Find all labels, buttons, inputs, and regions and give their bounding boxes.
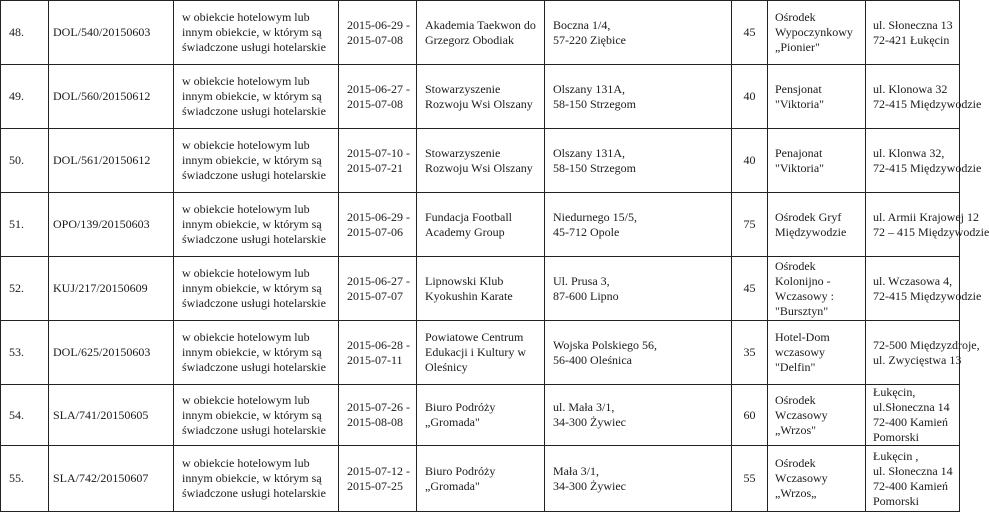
- facility-address: [866, 321, 980, 385]
- organizer-name: [417, 385, 545, 446]
- accommodation-type-line: w obiekcie hotelowym lub: [182, 138, 310, 152]
- accommodation-type-line: w obiekcie hotelowym lub: [182, 202, 310, 216]
- facility-name: [768, 257, 866, 321]
- date-range-line: 2015-08-08: [347, 415, 403, 429]
- accommodation-type-line: świadczone usługi hotelarskie: [182, 232, 326, 246]
- facility-name-line: Wczasowy: [775, 471, 828, 485]
- participant-count: 40: [732, 129, 768, 193]
- facility-name-line: Ośrodek Gryf: [775, 209, 842, 224]
- accommodation-type: [174, 65, 339, 129]
- date-range-line: 2015-06-28 -: [347, 337, 410, 352]
- facility-name: [768, 385, 866, 446]
- date-range-line: 2015-06-29 -: [347, 209, 410, 224]
- accommodation-type: [174, 321, 339, 385]
- facility-name-line: Ośrodek: [775, 10, 816, 24]
- row-number: 52.: [1, 257, 49, 321]
- accommodation-type: [174, 1, 339, 65]
- organizer-address: [545, 193, 732, 257]
- date-range-line: 2015-06-29 -: [347, 17, 410, 32]
- organizer-address: [545, 321, 732, 385]
- facility-name-line: „Wrzos„: [775, 486, 817, 500]
- facility-address-line: 72-415 Międzywodzie: [873, 288, 982, 303]
- date-range-line: 2015-07-07: [347, 288, 403, 303]
- table-row: [1, 385, 960, 446]
- facility-address-line: Łukęcin,: [873, 385, 916, 399]
- organizer-name-line: Edukacji i Kultury w: [425, 345, 526, 359]
- table-row: [1, 321, 960, 385]
- table-row: [1, 257, 960, 321]
- facility-address-line: ul. Wczasowa 4,: [873, 273, 953, 288]
- registration-code: DOL/540/20150603: [49, 1, 174, 65]
- facility-address-line: 72-500 Międzyzdroje,: [873, 337, 980, 352]
- table-row: [1, 129, 960, 193]
- organizer-address-line: 34-300 Żywiec: [553, 478, 626, 493]
- date-range-line: 2015-07-26 -: [347, 400, 410, 414]
- table-row: [1, 193, 960, 257]
- organizer-address-line: 45-712 Opole: [553, 224, 620, 239]
- accommodation-type-line: świadczone usługi hotelarskie: [182, 296, 326, 310]
- facility-address-line: 72-400 Kamień: [873, 478, 948, 493]
- facility-name-line: "Bursztyn": [775, 303, 829, 318]
- facility-address-line: ul.Słoneczna 14: [873, 400, 950, 414]
- table-row: [1, 65, 960, 129]
- facility-name: [768, 129, 866, 193]
- date-range: [339, 65, 417, 129]
- participant-count: 45: [732, 257, 768, 321]
- accommodation-type-line: świadczone usługi hotelarskie: [182, 40, 326, 54]
- date-range: [339, 446, 417, 512]
- organizer-address-line: Mała 3/1,: [553, 463, 599, 478]
- facility-name-line: wczasowy: [775, 345, 825, 359]
- facility-name-line: Hotel-Dom: [775, 330, 830, 344]
- row-number: 50.: [1, 129, 49, 193]
- registration-code: SLA/741/20150605: [49, 385, 174, 446]
- organizer-name: [417, 65, 545, 129]
- facility-address-line: ul. Słoneczna 14: [873, 463, 953, 478]
- facility-address-line: 72-400 Kamień: [873, 415, 948, 429]
- facility-address-line: ul. Klonowa 32: [873, 81, 948, 96]
- accommodation-type-line: innym obiekcie, w którym są: [182, 217, 322, 231]
- table-row: [1, 1, 960, 65]
- facility-name: [768, 446, 866, 512]
- organizer-name: [417, 257, 545, 321]
- organizer-name-line: Biuro Podróży: [425, 463, 496, 478]
- organizer-name-line: „Gromada": [425, 478, 480, 493]
- organizer-name: [417, 1, 545, 65]
- accommodation-type: [174, 446, 339, 512]
- facility-address-line: Pomorski: [873, 430, 920, 444]
- facility-name-line: "Delfin": [775, 360, 816, 374]
- accommodation-type: [174, 129, 339, 193]
- participant-count: 75: [732, 193, 768, 257]
- facility-address-line: Pomorski: [873, 493, 920, 508]
- date-range-line: 2015-07-21: [347, 160, 403, 175]
- organizer-name: [417, 129, 545, 193]
- registration-code: SLA/742/20150607: [49, 446, 174, 512]
- facility-address-line: 72-421 Łukęcin: [873, 32, 950, 47]
- registration-code: OPO/139/20150603: [49, 193, 174, 257]
- registration-code: DOL/625/20150603: [49, 321, 174, 385]
- organizer-name: [417, 193, 545, 257]
- organizer-address-line: Boczna 1/4,: [553, 17, 611, 32]
- organizer-address-line: Niedurnego 15/5,: [553, 209, 637, 224]
- accommodation-type-line: w obiekcie hotelowym lub: [182, 266, 310, 280]
- row-number: 53.: [1, 321, 49, 385]
- facility-name-line: Wczasowy: [775, 407, 828, 422]
- facility-address-line: Łukęcin ,: [873, 448, 919, 463]
- accommodation-type-line: innym obiekcie, w którym są: [182, 407, 322, 422]
- facility-name-line: Ośrodek: [775, 392, 816, 407]
- facility-name-line: „Pionier": [775, 40, 820, 54]
- organizer-address-line: Wojska Polskiego 56,: [553, 337, 658, 352]
- accommodation-type-line: innym obiekcie, w którym są: [182, 153, 322, 167]
- organizer-name-line: Kyokushin Karate: [425, 288, 513, 303]
- facility-address: [866, 129, 982, 193]
- facility-name-line: Kolonijno -: [775, 273, 831, 288]
- organizer-name: [417, 446, 545, 512]
- date-range: [339, 1, 417, 65]
- facility-address-line: ul. Armii Krajowej 12: [873, 209, 979, 224]
- organizer-address: [545, 65, 732, 129]
- organizer-address-line: Olszany 131A,: [553, 145, 625, 160]
- accommodation-type-line: w obiekcie hotelowym lub: [182, 10, 310, 24]
- organizer-name-line: Grzegorz Obodiak: [425, 32, 514, 47]
- participant-count: 45: [732, 1, 768, 65]
- accommodation-type-line: świadczone usługi hotelarskie: [182, 360, 326, 374]
- facility-address-line: 72-415 Międzywodzie: [873, 160, 982, 175]
- accommodation-type-line: innym obiekcie, w którym są: [182, 89, 322, 103]
- registration-code: KUJ/217/20150609: [49, 257, 174, 321]
- date-range-line: 2015-07-06: [347, 224, 403, 239]
- participant-count: 40: [732, 65, 768, 129]
- facility-address-line: 72-415 Międzywodzie: [873, 96, 982, 111]
- facility-name: [768, 193, 866, 257]
- accommodation-type-line: świadczone usługi hotelarskie: [182, 486, 326, 500]
- registry-table-body: [1, 1, 989, 512]
- facility-address-line: ul. Zwycięstwa 13: [873, 352, 962, 367]
- accommodation-type-line: innym obiekcie, w którym są: [182, 25, 322, 39]
- organizer-address-line: 58-150 Strzegom: [553, 96, 636, 111]
- organizer-address-line: Ul. Prusa 3,: [553, 273, 610, 288]
- facility-address: [866, 193, 989, 257]
- organizer-address: [545, 446, 732, 512]
- facility-name-line: Penajonat: [775, 145, 823, 160]
- facility-address: [866, 385, 960, 446]
- accommodation-type-line: świadczone usługi hotelarskie: [182, 422, 326, 437]
- participant-count: 55: [732, 446, 768, 512]
- organizer-name-line: Stowarzyszenie: [425, 81, 501, 96]
- organizer-address: [545, 129, 732, 193]
- facility-name: [768, 1, 866, 65]
- facility-address-line: 72 – 415 Międzywodzie: [873, 224, 989, 239]
- organizer-name-line: Biuro Podróży: [425, 400, 496, 414]
- organizer-address-line: Olszany 131A,: [553, 81, 625, 96]
- organizer-name-line: Academy Group: [425, 224, 505, 239]
- row-number: 55.: [1, 446, 49, 512]
- row-number: 48.: [1, 1, 49, 65]
- facility-address: [866, 65, 982, 129]
- date-range-line: 2015-07-11: [347, 352, 403, 367]
- organizer-address: [545, 257, 732, 321]
- organizer-address-line: ul. Mała 3/1,: [553, 400, 615, 414]
- facility-address-line: ul. Klonwa 32,: [873, 145, 945, 160]
- accommodation-type-line: w obiekcie hotelowym lub: [182, 74, 310, 88]
- accommodation-type-line: innym obiekcie, w którym są: [182, 471, 322, 485]
- organizer-name-line: Oleśnicy: [425, 360, 468, 374]
- facility-name-line: Wypoczynkowy: [775, 25, 853, 39]
- facility-name: [768, 321, 866, 385]
- organizer-name-line: Rozwoju Wsi Olszany: [425, 160, 533, 175]
- facility-name-line: "Viktoria": [775, 96, 825, 111]
- date-range: [339, 129, 417, 193]
- accommodation-type-line: w obiekcie hotelowym lub: [182, 392, 310, 407]
- organizer-address: [545, 1, 732, 65]
- organizer-address-line: 87-600 Lipno: [553, 288, 619, 303]
- organizer-address-line: 34-300 Żywiec: [553, 415, 626, 429]
- facility-name-line: „Wrzos": [775, 422, 817, 437]
- organizer-address-line: 57-220 Ziębice: [553, 32, 626, 47]
- registration-code: DOL/560/20150612: [49, 65, 174, 129]
- accommodation-type-line: świadczone usługi hotelarskie: [182, 168, 326, 182]
- organizer-address: [545, 385, 732, 446]
- facility-name-line: "Viktoria": [775, 160, 825, 175]
- facility-name-line: Pensjonat: [775, 81, 822, 96]
- organizer-name-line: Rozwoju Wsi Olszany: [425, 96, 533, 111]
- participant-count: 60: [732, 385, 768, 446]
- row-number: 51.: [1, 193, 49, 257]
- organizer-name: [417, 321, 545, 385]
- row-number: 49.: [1, 65, 49, 129]
- date-range-line: 2015-07-10 -: [347, 145, 410, 160]
- facility-name: [768, 65, 866, 129]
- organizer-name-line: Powiatowe Centrum: [425, 330, 524, 344]
- facility-address: [866, 446, 960, 512]
- accommodation-type-line: innym obiekcie, w którym są: [182, 281, 322, 295]
- facility-name-line: Ośrodek: [775, 258, 816, 273]
- table-row: [1, 446, 960, 512]
- facility-name-line: Międzywodzie: [775, 224, 847, 239]
- date-range: [339, 385, 417, 446]
- accommodation-type: [174, 257, 339, 321]
- accommodation-type: [174, 385, 339, 446]
- organizer-address-line: 56-400 Oleśnica: [553, 352, 632, 367]
- accommodation-type-line: w obiekcie hotelowym lub: [182, 456, 310, 470]
- date-range-line: 2015-06-27 -: [347, 273, 410, 288]
- accommodation-type-line: innym obiekcie, w którym są: [182, 345, 322, 359]
- organizer-name-line: Lipnowski Klub: [425, 273, 504, 288]
- facility-name-line: Wczasowy :: [775, 288, 834, 303]
- organizer-name-line: Fundacja Football: [425, 209, 512, 224]
- date-range: [339, 257, 417, 321]
- facility-name-line: Ośrodek: [775, 456, 816, 470]
- registration-code: DOL/561/20150612: [49, 129, 174, 193]
- accommodation-type: [174, 193, 339, 257]
- date-range-line: 2015-07-25: [347, 478, 403, 493]
- facility-address: [866, 1, 960, 65]
- organizer-name-line: „Gromada": [425, 415, 480, 429]
- organizer-address-line: 58-150 Strzegom: [553, 160, 636, 175]
- date-range-line: 2015-07-08: [347, 32, 403, 47]
- accommodation-type-line: świadczone usługi hotelarskie: [182, 104, 326, 118]
- date-range-line: 2015-06-27 -: [347, 81, 410, 96]
- facility-address-line: ul. Słoneczna 13: [873, 17, 953, 32]
- date-range: [339, 321, 417, 385]
- accommodation-type-line: w obiekcie hotelowym lub: [182, 330, 310, 344]
- facility-address: [866, 257, 982, 321]
- organizer-name-line: Akademia Taekwon do: [425, 17, 536, 32]
- row-number: 54.: [1, 385, 49, 446]
- organizer-name-line: Stowarzyszenie: [425, 145, 501, 160]
- date-range-line: 2015-07-12 -: [347, 463, 410, 478]
- date-range-line: 2015-07-08: [347, 96, 403, 111]
- date-range: [339, 193, 417, 257]
- participant-count: 35: [732, 321, 768, 385]
